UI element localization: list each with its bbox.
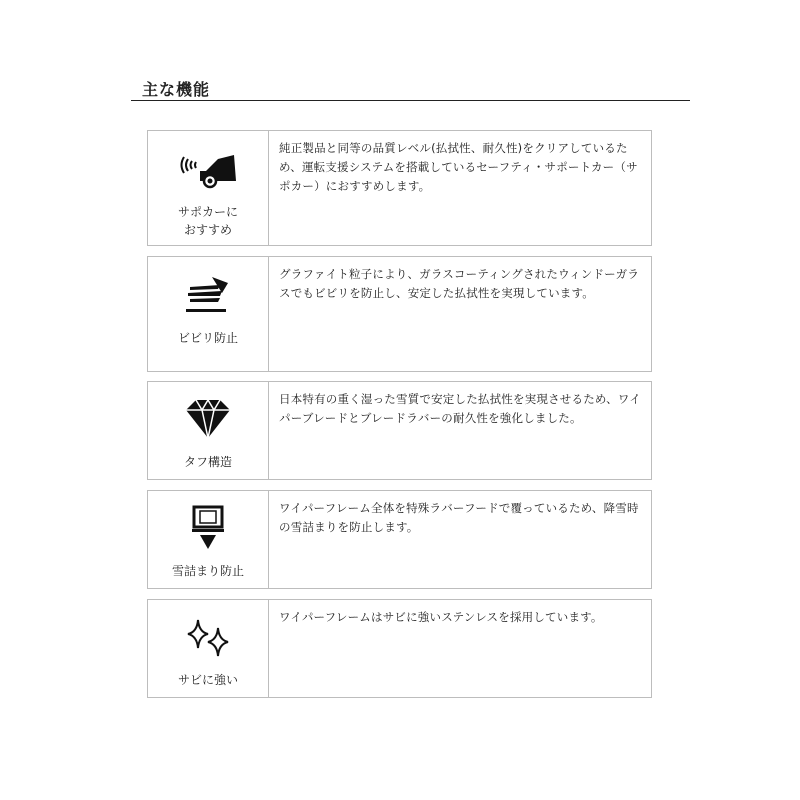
feature-label: 雪詰まり防止 (171, 564, 244, 578)
feature-description: ワイパーフレーム全体を特殊ラバーフードで覆っているため、降雪時の雪詰まりを防止します。 (279, 501, 639, 534)
speed-lines-icon (148, 271, 268, 319)
feature-label: ビビリ防止 (177, 331, 238, 345)
feature-row-sapocar (147, 130, 652, 246)
car-sensor-icon (148, 145, 268, 193)
feature-icon-cell (148, 600, 269, 697)
feature-description: 日本特有の重く湿った雪質で安定した払拭性を実現させるため、ワイパーブレードとブレードラバーの耐久性を強化しました。 (279, 392, 641, 425)
feature-description: グラファイト粒子により、ガラスコーティングされたウィンドーガラスでもビビリを防止し、安定した払拭性を実現しています。 (279, 267, 640, 300)
feature-label: タフ構造 (183, 455, 232, 469)
feature-icon-cell (148, 382, 269, 479)
feature-row-chatter (147, 256, 652, 372)
feature-label (148, 203, 268, 239)
feature-row-tough (147, 381, 652, 480)
feature-label-text: サポカーに おすすめ (177, 205, 238, 237)
feature-icon-cell (148, 491, 269, 588)
feature-icon-cell (148, 257, 269, 371)
feature-row-rust (147, 599, 652, 698)
feature-icon-cell (148, 131, 269, 245)
feature-description: 純正製品と同等の品質レベル(払拭性、耐久性)をクリアしているため、運転支援システムを搭載しているセーフティ・サポートカー（サポカー）におすすめします。 (279, 141, 638, 193)
feature-description: ワイパーフレームはサビに強いステンレスを採用しています。 (279, 610, 603, 624)
section-heading: 主な機能 (131, 80, 690, 101)
feature-label: サビに強い (177, 673, 238, 687)
snow-block-icon (148, 503, 268, 551)
sparkle-icon (148, 612, 268, 660)
feature-row-snow (147, 490, 652, 589)
diamond-icon (148, 394, 268, 442)
